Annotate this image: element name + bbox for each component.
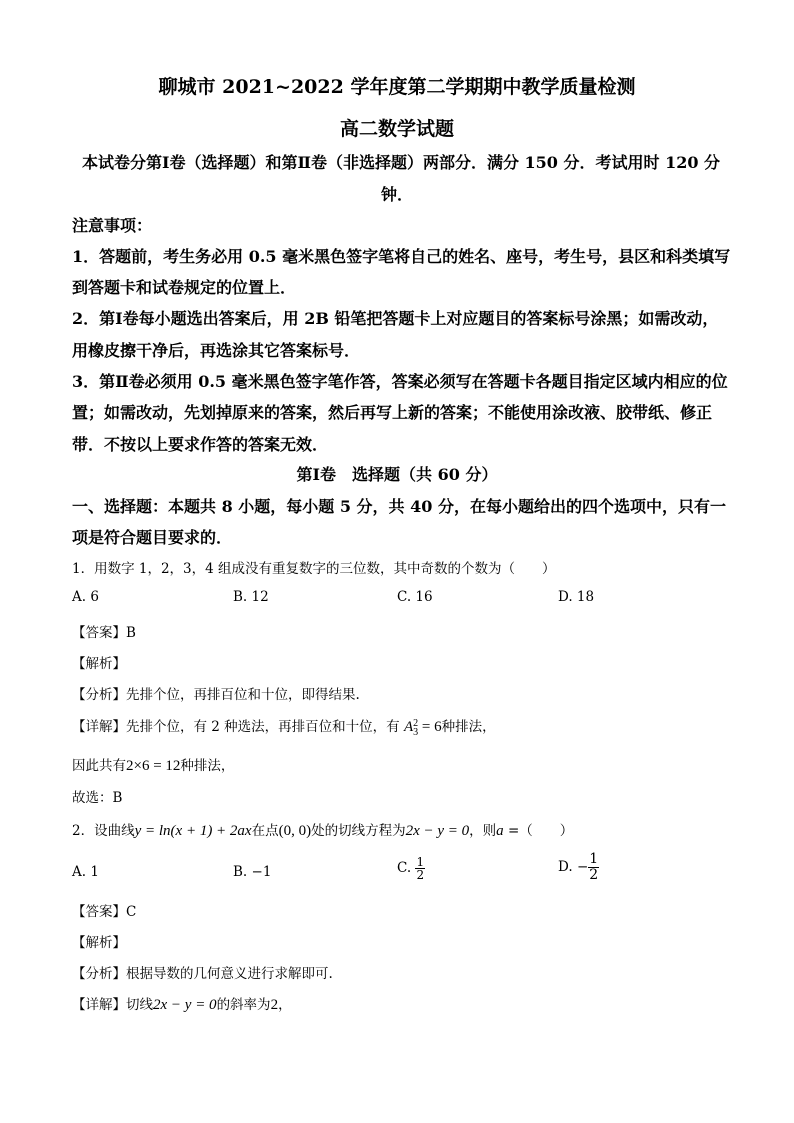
section-instruction-line-2: 项是符合题目要求的． bbox=[72, 528, 233, 547]
fraction-numerator: 1 bbox=[589, 851, 599, 867]
curve-formula: y = ln(x + 1) + 2ax bbox=[134, 823, 252, 839]
intro-line-1: 本试卷分第Ⅰ卷（选择题）和第Ⅱ卷（非选择题）两部分．满分 150 分．考试用时 120 分 bbox=[82, 153, 721, 172]
xiangjie-label: 【详解】 bbox=[72, 997, 126, 1013]
question-2-stem bbox=[72, 819, 573, 840]
xiangjie-d: ， bbox=[278, 997, 292, 1013]
permutation-eq: = 6 bbox=[418, 719, 442, 735]
notice-heading: 注意事项： bbox=[72, 216, 153, 235]
notice-item-2-line-1: 2．第Ⅰ卷每小题选出答案后，用 2B 铅笔把答题卡上对应题目的答案标号涂黑；如需改动， bbox=[72, 309, 719, 328]
question-1-total bbox=[72, 754, 234, 775]
question-2-jiexi: 【解析】 bbox=[72, 935, 126, 951]
notice-item-1-line-1: 1．答题前，考生务必用 0.5 毫米黑色签字笔将自己的姓名、座号，考生号，县区和科类填写 bbox=[72, 247, 731, 266]
slope-value: 2 bbox=[270, 997, 279, 1013]
intro-line-2: 钟． bbox=[380, 185, 413, 204]
fraction-denominator: 2 bbox=[416, 868, 425, 882]
point-formula: (0, 0) bbox=[278, 823, 312, 839]
xiangjie-b: 的斜率为 bbox=[216, 997, 271, 1013]
question-1-option-d: D. 18 bbox=[558, 589, 595, 605]
stem-d: ，则 bbox=[469, 823, 497, 839]
fraction-denominator: 2 bbox=[589, 867, 599, 883]
notice-item-3-line-1: 3．第Ⅱ卷必须用 0.5 毫米黑色签字笔作答，答案必须写在答题卡各题目指定区域内相应的位 bbox=[72, 372, 728, 391]
option-c-fraction bbox=[415, 856, 425, 881]
slope-line-formula: 2x − y = 0 bbox=[153, 997, 217, 1013]
question-1-stem: 1．用数字 1，2，3，4 组成没有重复数字的三位数，其中奇数的个数为（ ） bbox=[72, 561, 556, 577]
permutation-sup: 2 bbox=[413, 717, 419, 729]
permutation-symbol: A bbox=[403, 719, 414, 735]
question-2-option-a: A. 1 bbox=[72, 864, 99, 880]
question-1-jiexi: 【解析】 bbox=[72, 656, 126, 672]
question-1-option-b: B. 12 bbox=[233, 589, 269, 605]
stem-c: 处的切线方程为 bbox=[311, 823, 406, 839]
option-c-label: C. bbox=[397, 860, 412, 876]
xiangjie-a: 切线 bbox=[126, 997, 153, 1013]
section-instruction-line-1: 一、选择题：本题共 8 小题，每小题 5 分，共 40 分，在每小题给出的四个选项中，只有一 bbox=[72, 497, 726, 516]
xiangjie-label: 【详解】 bbox=[72, 719, 126, 735]
fenxi-text: 根据导数的几何意义进行求解即可. bbox=[126, 966, 333, 982]
section-title: 第Ⅰ卷 选择题（共 60 分） bbox=[296, 465, 498, 484]
stem-e: =（ ） bbox=[503, 823, 574, 839]
total-text-a: 因此共有 bbox=[72, 758, 126, 774]
permutation-sub: 3 bbox=[413, 726, 419, 738]
question-2-option-c bbox=[397, 856, 425, 881]
option-d-label: D. bbox=[558, 859, 573, 875]
stem-a: 2．设曲线 bbox=[72, 823, 135, 839]
question-1-answer: 【答案】B bbox=[72, 625, 136, 641]
question-1-xiangjie bbox=[72, 715, 496, 737]
question-1-conclusion: 故选：B bbox=[72, 790, 123, 806]
question-1-option-c: C. 16 bbox=[397, 589, 433, 605]
total-text-b: 种排法， bbox=[180, 758, 235, 774]
question-1-option-a: A. 6 bbox=[72, 589, 99, 605]
exam-title: 聊城市 2021~2022 学年度第二学期期中教学质量检测 bbox=[158, 76, 636, 98]
option-d-fraction bbox=[588, 852, 599, 883]
total-formula: 2×6 = 12 bbox=[126, 758, 181, 774]
question-1-fenxi bbox=[72, 683, 360, 703]
question-2-fenxi bbox=[72, 962, 333, 982]
fenxi-label: 【分析】 bbox=[72, 966, 126, 982]
notice-item-1-line-2: 到答题卡和试卷规定的位置上． bbox=[72, 278, 297, 297]
option-d-sign: − bbox=[576, 859, 589, 875]
notice-item-2-line-2: 用橡皮擦干净后，再选涂其它答案标号． bbox=[72, 341, 361, 360]
fenxi-label: 【分析】 bbox=[72, 687, 126, 703]
xiangjie-text-b: 种排法， bbox=[441, 719, 496, 735]
question-2-answer: 【答案】C bbox=[72, 904, 137, 920]
notice-item-3-line-2: 置；如需改动，先划掉原来的答案，然后再写上新的答案；不能使用涂改液、胶带纸、修正 bbox=[72, 403, 713, 422]
exam-subtitle: 高二数学试题 bbox=[339, 118, 454, 140]
fenxi-text: 先排个位，再排百位和十位，即得结果. bbox=[126, 687, 360, 703]
tangent-formula: 2x − y = 0 bbox=[405, 823, 470, 839]
notice-item-3-line-3: 带．不按以上要求作答的答案无效． bbox=[72, 435, 329, 454]
fraction-numerator: 1 bbox=[416, 855, 425, 869]
var-a: a bbox=[496, 823, 504, 839]
permutation-formula bbox=[403, 717, 442, 738]
stem-b: 在点 bbox=[251, 823, 279, 839]
question-2-option-d bbox=[558, 852, 599, 883]
question-2-option-b: B. −1 bbox=[233, 864, 272, 880]
xiangjie-text-a: 先排个位，有 2 种选法，再排百位和十位，有 bbox=[126, 719, 400, 735]
question-2-xiangjie bbox=[72, 993, 292, 1014]
